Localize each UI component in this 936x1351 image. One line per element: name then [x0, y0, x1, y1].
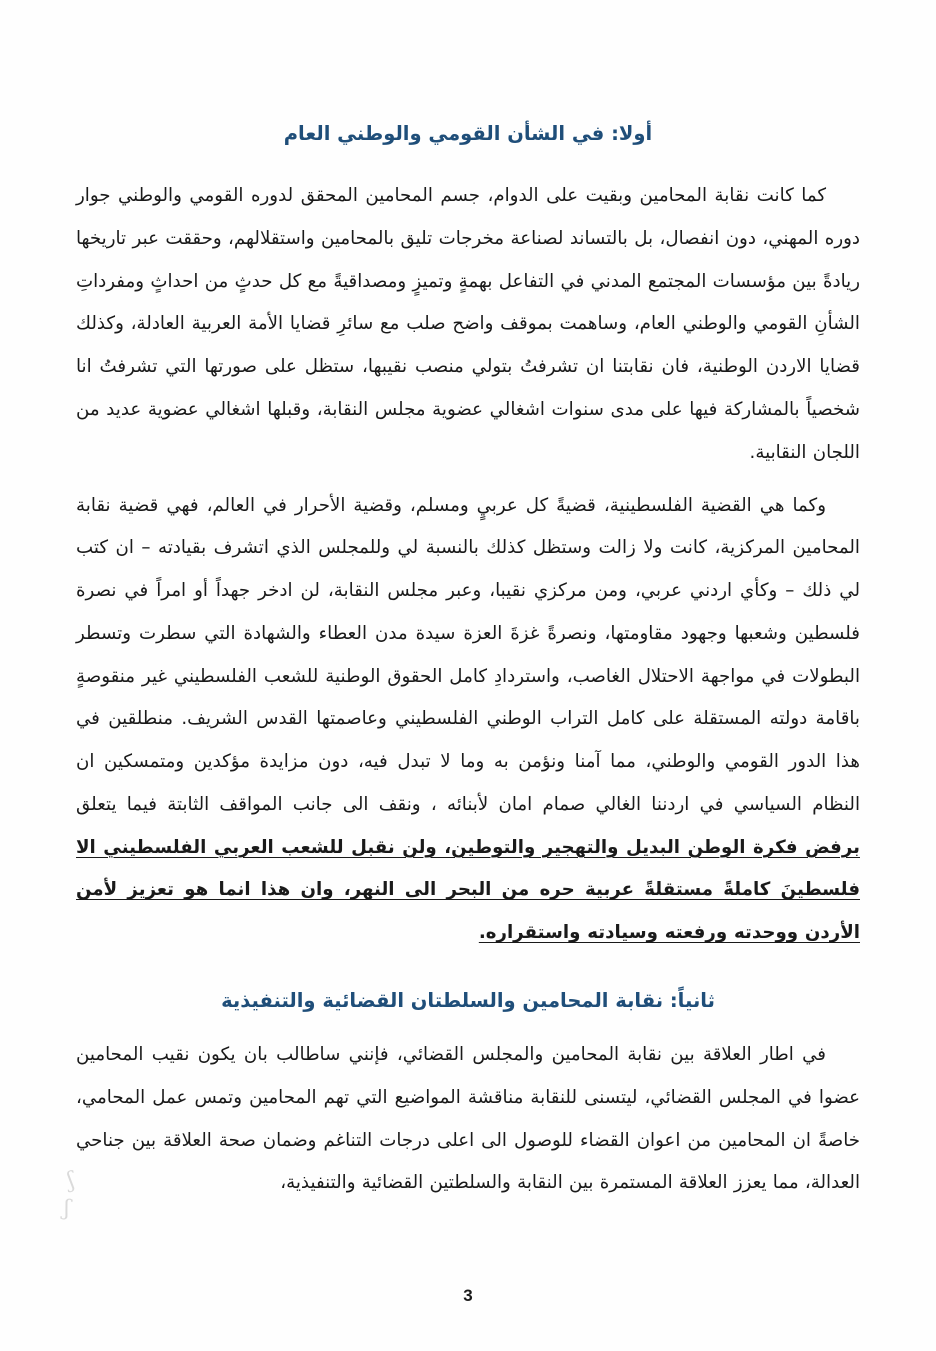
page-number: 3: [463, 1286, 473, 1305]
section-heading-second: ثانياً: نقابة المحامين والسلطتان القضائية والتنفيذية: [221, 988, 715, 1012]
scan-smudge-mark: ʃ: [62, 1195, 72, 1222]
paragraph-text-normal: وكما هي القضية الفلسطينية، قضيةً كل عربيٍ ومسلم، وقضية الأحرار في العالم، فهي قضية نقابة المحامين المركزية، كانت ولا زالت وستظل كذلك بالنسبة لي وللمجلس الذي اتشرف بقيادته – ان كتب لي ذلك – وكأي اردني عربي، ومن مركزي نقيبا، وعبر مجلس النقابة، لن ادخر جهداً أو امراً في نصرة فلسطين وشعبها وجهود مقاومتها، ونصرةً غزةَ العزة سيدة مدن العطاء والشهادة التي سطرت وتسطر البطولات في مواجهة الاحتلال الغاصب، واستردادِ كامل الحقوق الوطنية للشعب الفلسطيني غير منقوصةٍ باقامة دولته المستقلة على كامل التراب الوطني الفلسطيني وعاصمتها القدس الشريف. منطلقين في هذا الدور القومي والوطني، مما آمنا ونؤمن به وما لا تبدل فيه، دون مزايدة مؤكدين ومتمسكين ان النظام السياسي في اردننا الغالي صمام امان لأبنائه ، ونقف الى جانب المواقف الثابتة فيما يتعلق: [76, 494, 860, 815]
paragraph-text: كما كانت نقابة المحامين وبقيت على الدوام، جسم المحامين المحقق لدوره القومي والوطني جوار دوره المهني، دون انفصال، بل بالتساند لصناعة مخرجات تليق بالمحامين واستقلالهم، وحققت عبر تاريخها ريادةً بين مؤسسات المجتمع المدني في التفاعل بهمةٍ وتميزٍ ومصداقيةً مع كل حدثٍ من احداثٍ ومفرداتِ الشأنِ القومي والوطني العام، وساهمت بموقف واضح صلب مع سائرِ قضايا الأمة العربية العادلة، وكذلك قضايا الاردن الوطنية، فان نقابتنا ان تشرفتُ بتولي منصب نقيبها، ستظل على صورتها التي تشرفتُ انا شخصياً بالمشاركة فيها على مدى سنوات اشغالي عضوية مجلس النقابة، وقبلها اشغالي عضوية عديد من اللجان النقابية.: [76, 185, 860, 463]
scan-smudge-mark: ʃ: [65, 1167, 77, 1194]
paragraph-text: في اطار العلاقة بين نقابة المحامين والمجلس القضائي، فإنني ساطالب بان يكون نقيب المحامين عضوا في المجلس القضائي، ليتسنى للنقابة مناقشة المواضيع التي تهم المحامين وتمس عمل المحامي، خاصةً ان المحامين من اعوان القضاء للوصول الى اعلى درجات التناغم وضمان صحة العلاقة بين جناحي العدالة، مما يعزز العلاقة المستمرة بين النقابة والسلطتين القضائية والتنفيذية،: [76, 1044, 860, 1194]
paragraph-judicial-relations: [76, 1034, 860, 1205]
document-body: [76, 118, 860, 1215]
section-heading-first: أولا: في الشأن القومي والوطني العام: [283, 122, 653, 145]
paragraph-national-affairs-intro: [76, 175, 860, 474]
paragraph-palestine-cause: [76, 485, 860, 955]
emphasized-underlined-statement: برفض فكرة الوطن البديل والتهجير والتوطين، ولن نقبل للشعب العربي الفلسطيني الا فلسطينَ كاملةً مستقلةً عربية حره من البحر الى النهر، وان هذا انما هو تعزيز لأمن الأردن ووحدته ورفعته وسيادته واستقراره.: [76, 836, 860, 944]
